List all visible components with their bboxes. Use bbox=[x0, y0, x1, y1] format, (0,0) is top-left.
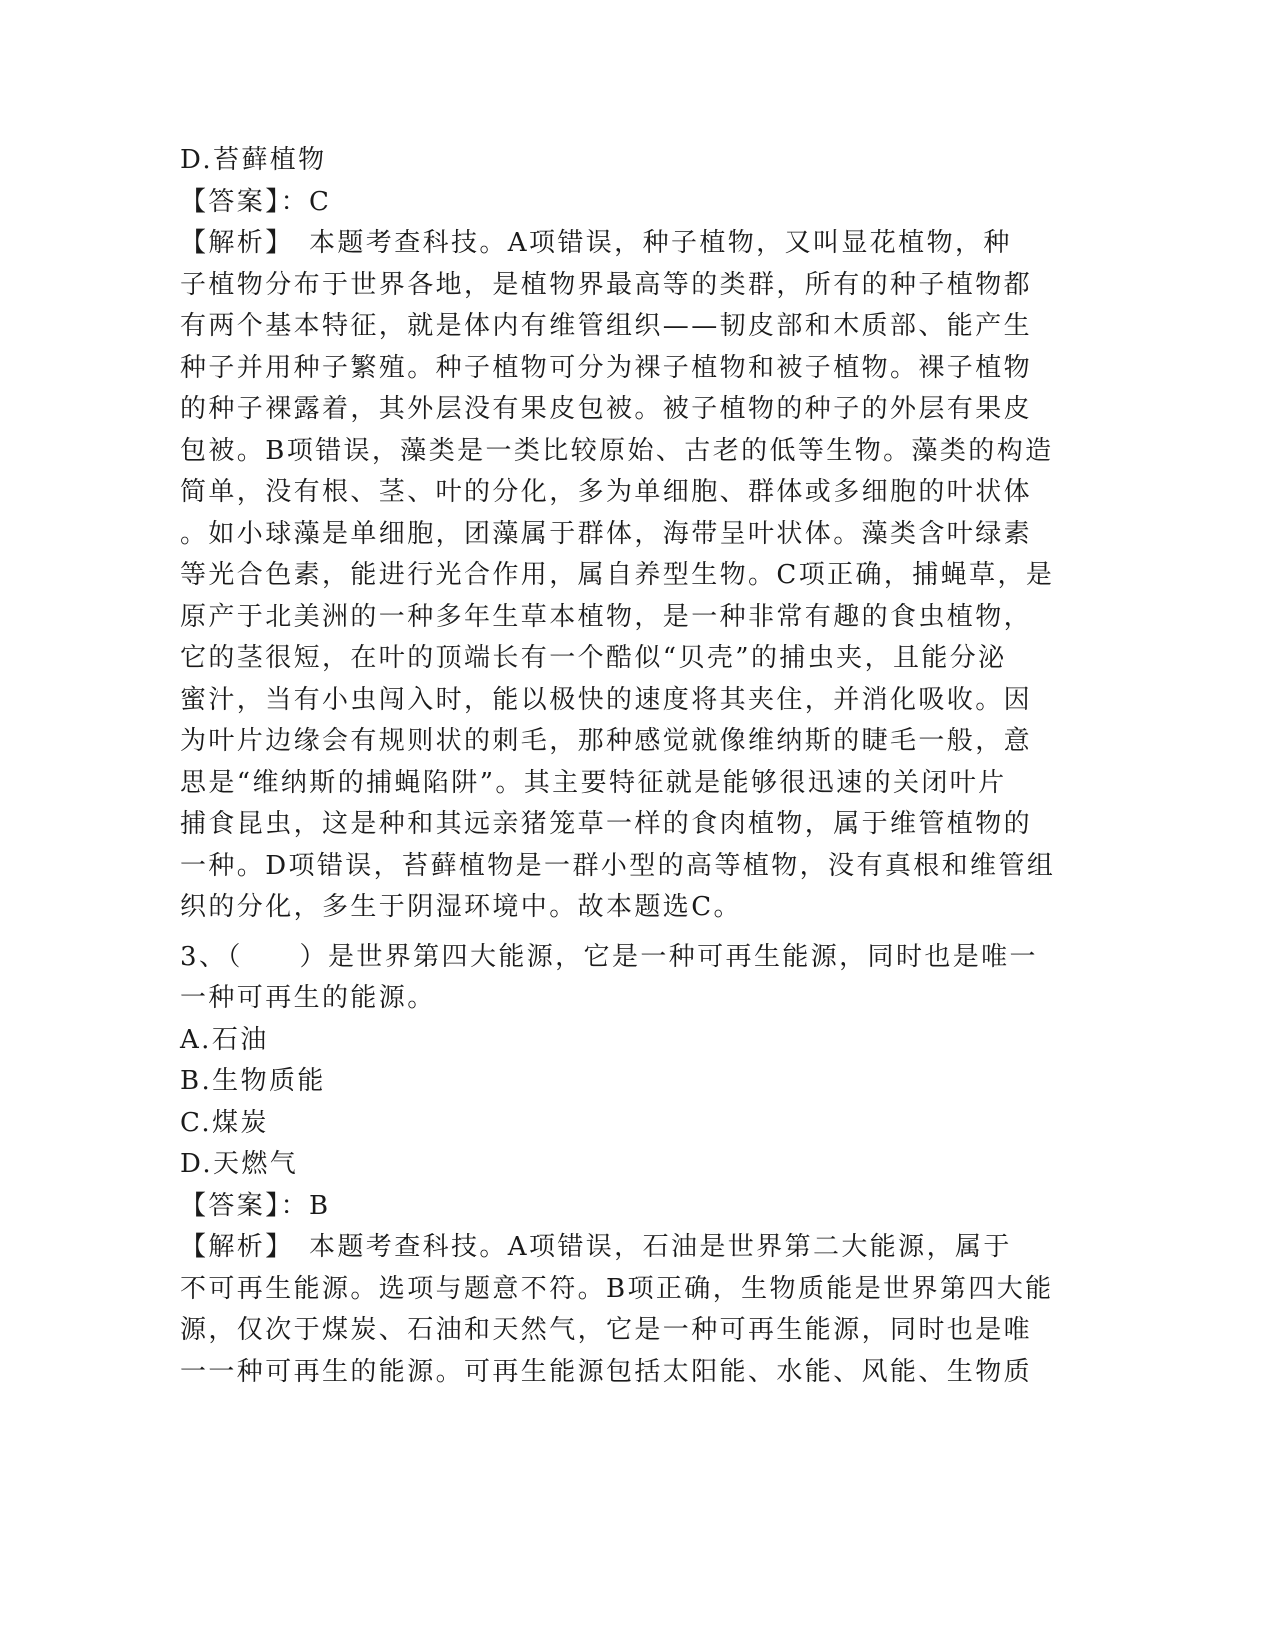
q3-options bbox=[180, 1020, 1080, 1186]
analysis-line: 织的分化，多生于阴湿环境中。故本题选C。 bbox=[180, 892, 742, 922]
analysis-line: 。如小球藻是单细胞，团藻属于群体，海带呈叶状体。藻类含叶绿素 bbox=[180, 518, 1033, 549]
analysis-line: 原产于北美洲的一种多年生草本植物，是一种非常有趣的食虫植物， bbox=[180, 601, 1033, 632]
analysis-line: 子植物分布于世界各地，是植物界最高等的类群，所有的种子植物都 bbox=[180, 269, 1033, 300]
analysis-line: 一种。D项错误，苔藓植物是一群小型的高等植物，没有真根和维管组 bbox=[180, 850, 1056, 881]
q3-option-d: D.天燃气 bbox=[180, 1149, 299, 1179]
analysis-line: 的种子裸露着，其外层没有果皮包被。被子植物的种子的外层有果皮 bbox=[180, 394, 1033, 424]
analysis-line: 一一种可再生的能源。可再生能源包括太阳能、水能、风能、生物质 bbox=[180, 1356, 1033, 1387]
document-page bbox=[180, 140, 1080, 1393]
analysis-line: 【解析】 本题考查科技。A项错误，石油是世界第二大能源，属于 bbox=[180, 1232, 1012, 1262]
q3-option-a: A.石油 bbox=[180, 1024, 269, 1055]
analysis-line: 包被。B项错误，藻类是一类比较原始、古老的低等生物。藻类的构造 bbox=[180, 435, 1054, 466]
question-spacer bbox=[180, 929, 1080, 937]
analysis-line: 【解析】 本题考查科技。A项错误，种子植物，又叫显花植物，种 bbox=[180, 228, 1012, 258]
q3-answer: 【答案】：B bbox=[180, 1190, 331, 1221]
analysis-line: 简单，没有根、茎、叶的分化，多为单细胞、群体或多细胞的叶状体 bbox=[180, 477, 1033, 507]
analysis-line: 有两个基本特征，就是体内有维管组织——韧皮部和木质部、能产生 bbox=[180, 311, 1033, 341]
analysis-line: 等光合色素，能进行光合作用，属自养型生物。C项正确，捕蝇草，是 bbox=[180, 560, 1055, 590]
q3-question bbox=[180, 937, 1080, 1020]
question-line: 一种可再生的能源。 bbox=[180, 983, 436, 1013]
analysis-line: 为叶片边缘会有规则状的刺毛，那种感觉就像维纳斯的睫毛一般，意 bbox=[180, 726, 1033, 756]
q3-analysis bbox=[180, 1227, 1080, 1393]
analysis-line: 种子并用种子繁殖。种子植物可分为裸子植物和被子植物。裸子植物 bbox=[180, 352, 1033, 383]
analysis-line: 它的茎很短，在叶的顶端长有一个酷似“贝壳”的捕虫夹，且能分泌 bbox=[180, 643, 1007, 673]
q2-option-d: D.苔藓植物 bbox=[180, 145, 327, 175]
q2-answer: 【答案】：C bbox=[180, 186, 332, 217]
q3-option-b: B.生物质能 bbox=[180, 1066, 326, 1096]
q3-option-c: C.煤炭 bbox=[180, 1107, 269, 1138]
analysis-line: 不可再生能源。选项与题意不符。B项正确，生物质能是世界第四大能 bbox=[180, 1273, 1054, 1304]
analysis-line: 源，仅次于煤炭、石油和天然气，它是一种可再生能源，同时也是唯 bbox=[180, 1315, 1033, 1345]
analysis-line: 捕食昆虫，这是种和其远亲猪笼草一样的食肉植物，属于维管植物的 bbox=[180, 809, 1033, 839]
analysis-line: 思是“维纳斯的捕蝇陷阱”。其主要特征就是能够很迅速的关闭叶片 bbox=[180, 767, 1007, 798]
analysis-line: 蜜汁，当有小虫闯入时，能以极快的速度将其夹住，并消化吸收。因 bbox=[180, 684, 1033, 715]
question-line: 3、（ ）是世界第四大能源，它是一种可再生能源，同时也是唯一 bbox=[180, 941, 1038, 972]
q2-analysis bbox=[180, 223, 1080, 929]
